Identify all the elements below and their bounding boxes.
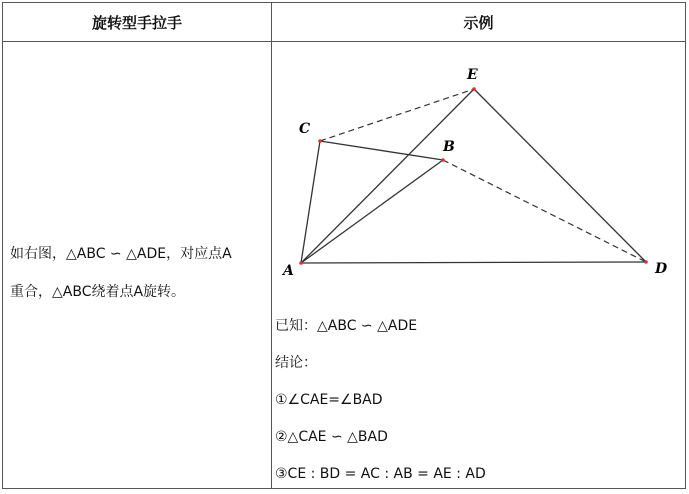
vertex-d bbox=[644, 260, 648, 264]
vertex-b bbox=[441, 158, 445, 162]
conclusion-label: 结论： bbox=[275, 355, 317, 371]
header-example: 示例 bbox=[463, 13, 494, 32]
given-statement: 已知：△ABC ∽ △ADE bbox=[275, 318, 418, 334]
edge-ce-dashed bbox=[320, 89, 474, 141]
edge-ac bbox=[301, 141, 320, 263]
edge-cb bbox=[320, 141, 443, 160]
description-line-2: 重合，△ABC绕着点A旋转。 bbox=[10, 284, 186, 300]
description-line-1: 如右图，△ABC ∽ △ADE，对应点A bbox=[10, 246, 232, 262]
conclusion-2: ②△CAE ∽ △BAD bbox=[275, 429, 388, 445]
label-e: E bbox=[467, 67, 478, 83]
comparison-table bbox=[2, 2, 686, 489]
header-rotation-type: 旋转型手拉手 bbox=[91, 13, 182, 32]
label-a: A bbox=[283, 263, 294, 279]
vertex-a bbox=[299, 261, 303, 265]
edge-ab bbox=[301, 160, 443, 263]
conclusion-1: ①∠CAE=∠BAD bbox=[275, 392, 383, 408]
label-d: D bbox=[655, 261, 668, 277]
edge-ae bbox=[301, 89, 474, 263]
edge-bd-dashed bbox=[443, 160, 646, 262]
facts-list bbox=[275, 308, 486, 493]
label-c: C bbox=[299, 121, 311, 137]
edge-ed bbox=[474, 89, 646, 262]
vertex-c bbox=[318, 139, 322, 143]
triangle-figure bbox=[3, 3, 685, 303]
vertex-e bbox=[472, 87, 476, 91]
label-b: B bbox=[443, 139, 455, 155]
conclusion-3: ③CE : BD = AC : AB = AE : AD bbox=[275, 466, 486, 482]
edge-ad bbox=[301, 262, 646, 263]
